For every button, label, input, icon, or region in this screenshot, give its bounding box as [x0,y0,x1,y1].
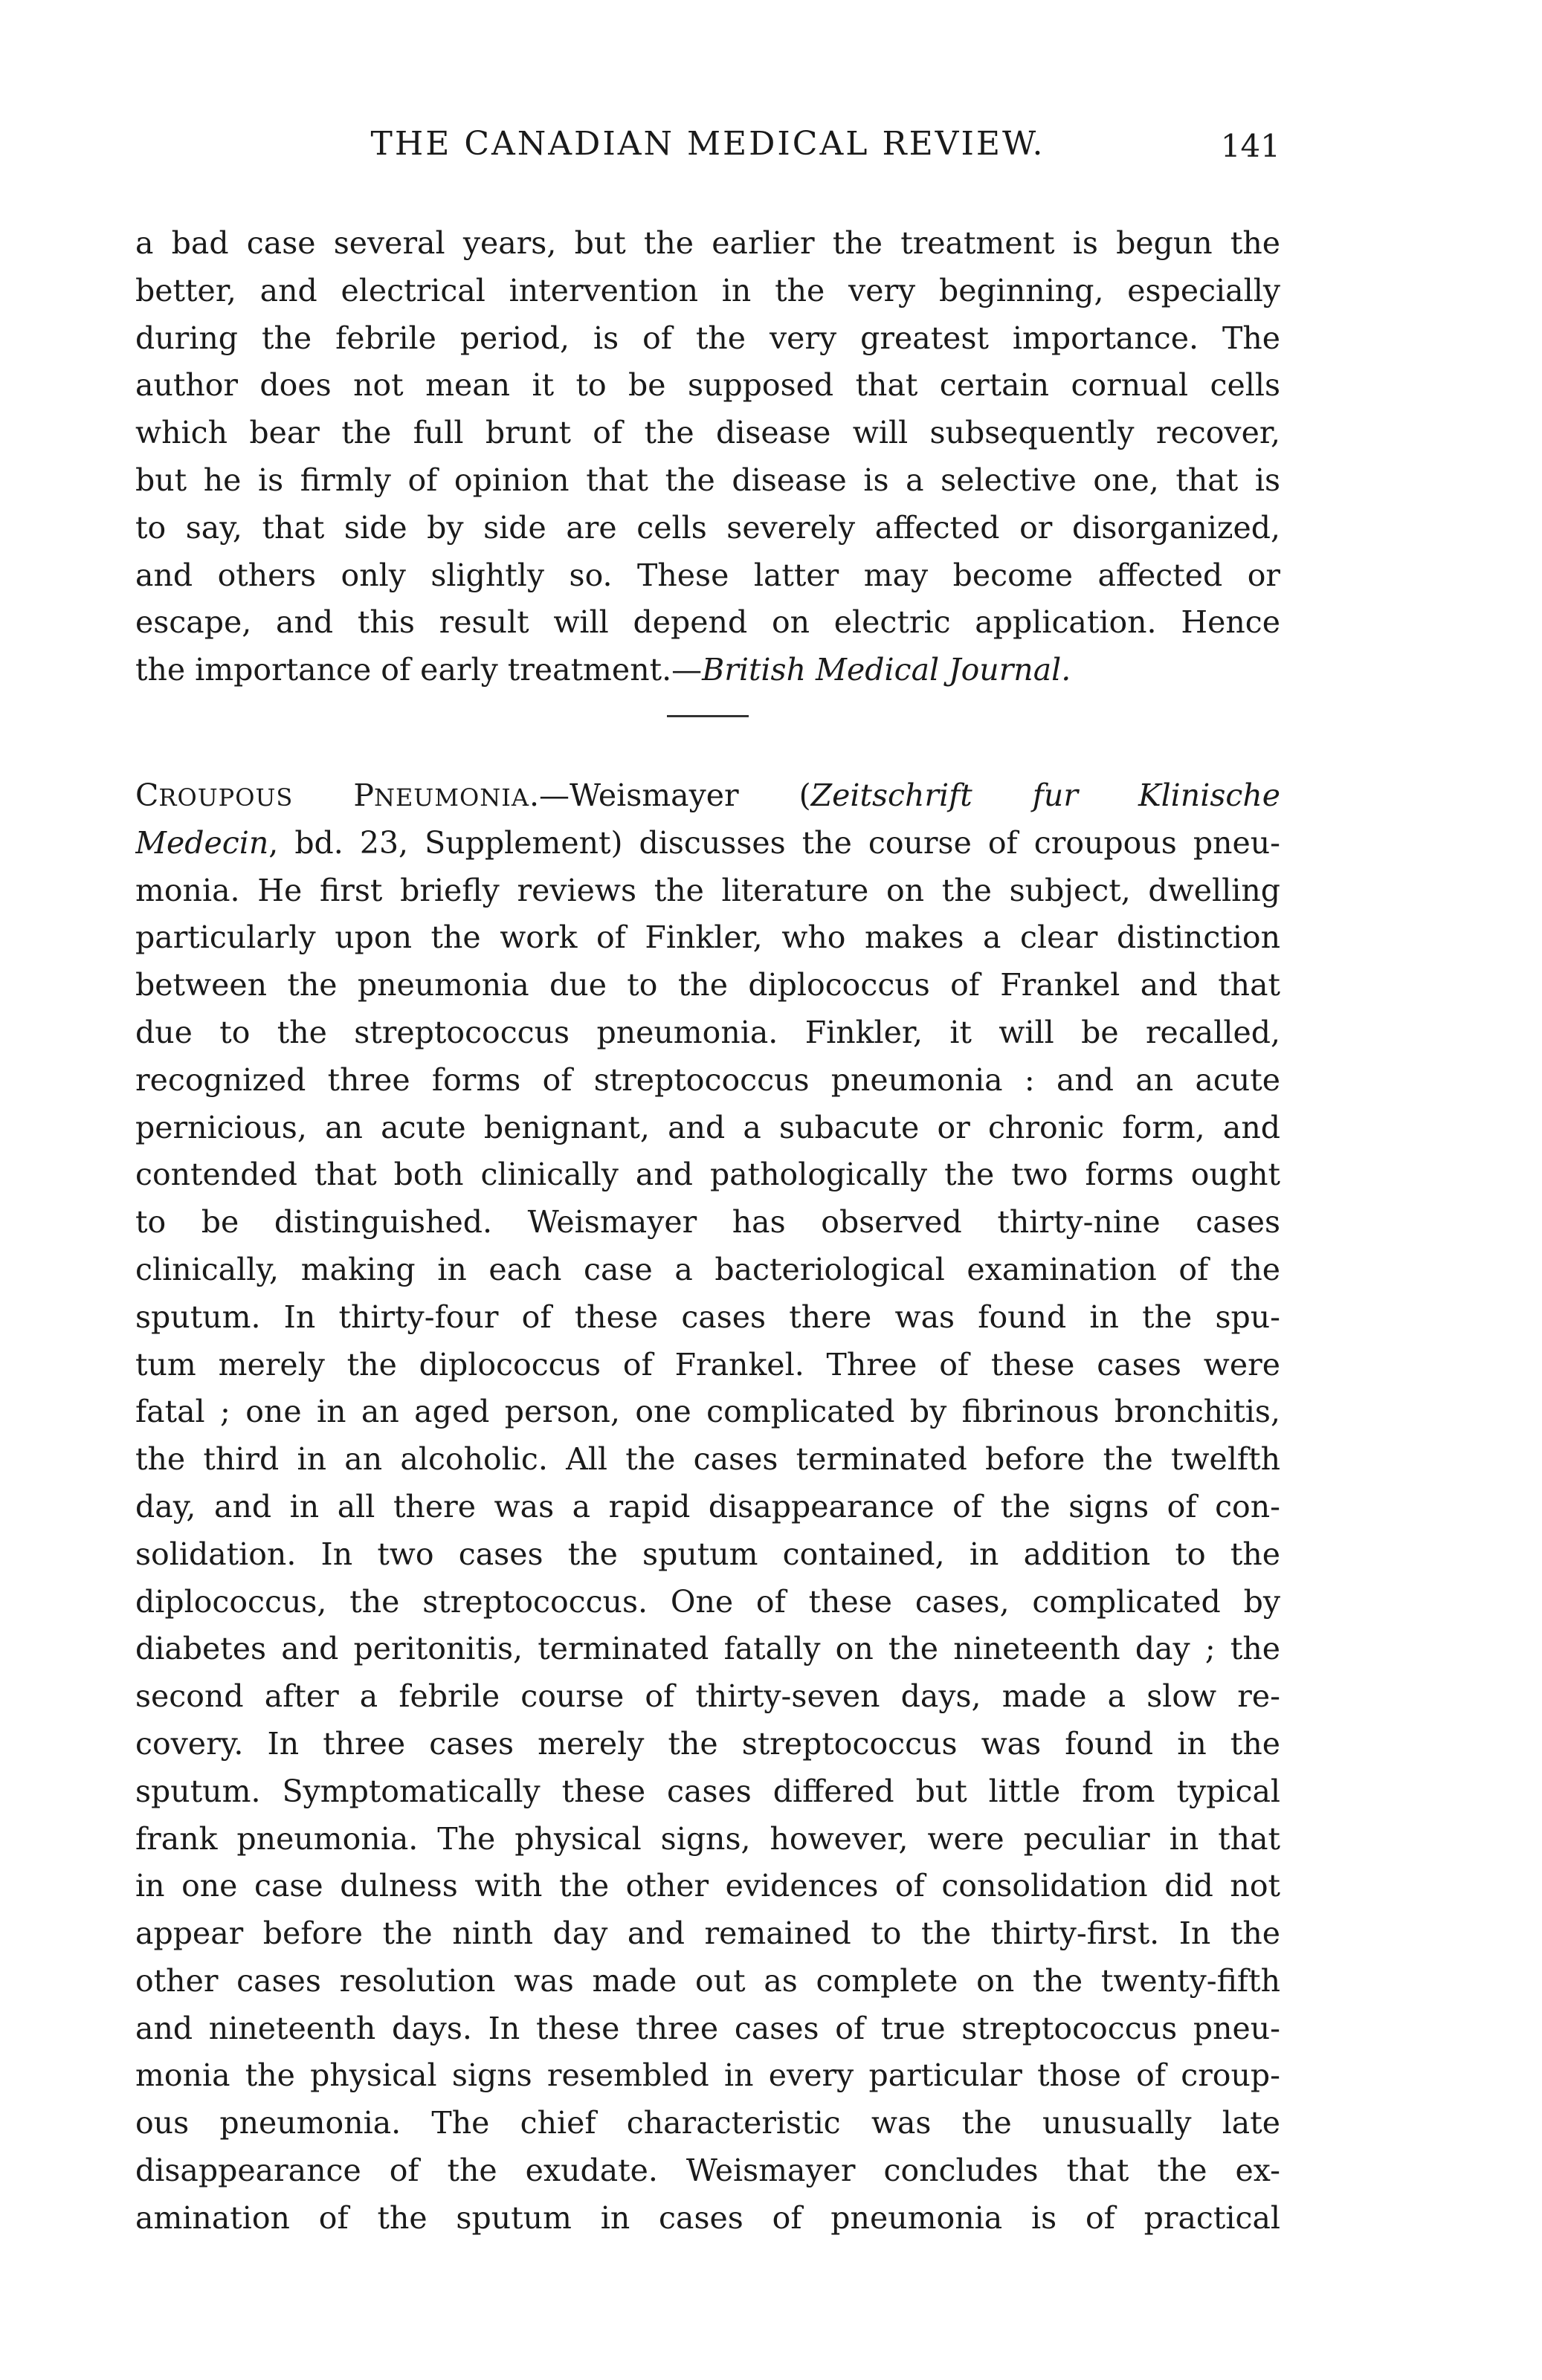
text-line: recognized three forms of streptococcus pneumonia : and an acute [135,1061,1280,1098]
text-line: escape, and this result will depend on electric application. Hence [135,604,1280,641]
text-line: contended that both clinically and pathologically the two forms ought [135,1157,1280,1193]
text-line: the third in an alcoholic. All the cases terminated before the twelfth [135,1441,1280,1478]
article-body [135,220,1280,2242]
text-line: in one case dulness with the other evidences of consolidation did not [135,1868,1280,1904]
text-line: tum merely the diplococcus of Frankel. Three of these cases were [135,1346,1280,1383]
text-line: during the febrile period, is of the very greatest importance. The [135,320,1280,356]
text-line: solidation. In two cases the sputum contained, in addition to the [135,1536,1280,1572]
text-line: amination of the sputum in cases of pneumonia is of practical [135,2199,1280,2236]
text-line: better, and electrical intervention in the very beginning, especially [135,272,1280,308]
text-line: day, and in all there was a rapid disappearance of the signs of con- [135,1488,1280,1524]
paragraph-electrical-treatment [135,220,1280,694]
text-line: to be distinguished. Weismayer has observed thirty-nine cases [135,1204,1280,1241]
text-line: but he is firmly of opinion that the disease is a selective one, that is [135,462,1280,498]
text-line: between the pneumonia due to the diplococcus of Frankel and that [135,967,1280,1003]
text-line [135,647,1280,694]
text-line: a bad case several years, but the earlier the treatment is begun the [135,225,1280,261]
text-line: ous pneumonia. The chief characteristic was the unusually late [135,2105,1280,2141]
text-line: sputum. In thirty-four of these cases there was found in the spu- [135,1299,1280,1335]
running-title: THE CANADIAN MEDICAL REVIEW. [370,125,1045,163]
text-line: diplococcus, the streptococcus. One of these cases, complicated by [135,1583,1280,1620]
text-line: fatal ; one in an aged person, one complicated by fibrinous bronchitis, [135,1394,1280,1430]
last-line-text: the importance of early treatment.— [135,652,703,688]
text-line: monia the physical signs resembled in every particular those of croup- [135,2057,1280,2094]
paragraph-croupous-pneumonia [135,772,1280,2242]
text-line: frank pneumonia. The physical signs, however, were peculiar in that [135,1820,1280,1857]
text-line: appear before the ninth day and remained to the thirty-first. In the [135,1915,1280,1952]
text-line: and nineteenth days. In these three cases of true streptococcus pneu- [135,2010,1280,2046]
text-line: pernicious, an acute benignant, and a subacute or chronic form, and [135,1109,1280,1145]
text-line: clinically, making in each case a bacteriological examination of the [135,1251,1280,1287]
text-line: due to the streptococcus pneumonia. Finkler, it will be recalled, [135,1014,1280,1050]
text-line: disappearance of the exudate. Weismayer concludes that the ex- [135,2153,1280,2189]
page-header [135,125,1280,184]
section-heading: ROUPOUS [158,783,294,812]
text-line: to say, that side by side are cells severely affected or disorganized, [135,509,1280,546]
text-line: and others only slightly so. These latter may become affected or [135,557,1280,593]
text-line: second after a febrile course of thirty-seven days, made a slow re- [135,1678,1280,1715]
text-line: diabetes and peritonitis, terminated fatally on the nineteenth day ; the [135,1631,1280,1667]
text-line: sputum. Symptomatically these cases differed but little from typical [135,1773,1280,1809]
text-line: author does not mean it to be supposed that certain cornual cells [135,367,1280,404]
text-line: which bear the full brunt of the disease will subsequently recover, [135,415,1280,451]
page-number: 141 [1220,128,1280,164]
journal-name: Zeitschrift fur Klinische [810,777,1280,813]
text-line: Medecin, bd. 23, Supplement) discusses the course of croupous pneu- [135,824,1280,861]
text-line: other cases resolution was made out as complete on the twenty-fifth [135,1962,1280,1999]
source-citation: British Medical Journal. [702,652,1071,688]
text-line: covery. In three cases merely the streptococcus was found in the [135,1725,1280,1762]
text-line: particularly upon the work of Finkler, who makes a clear distinction [135,919,1280,956]
text-line: monia. He first briefly reviews the literature on the subject, dwelling [135,872,1280,908]
text-line: CROUPOUS PNEUMONIA.—Weismayer (Zeitschrift fur Klinische [135,777,1280,813]
